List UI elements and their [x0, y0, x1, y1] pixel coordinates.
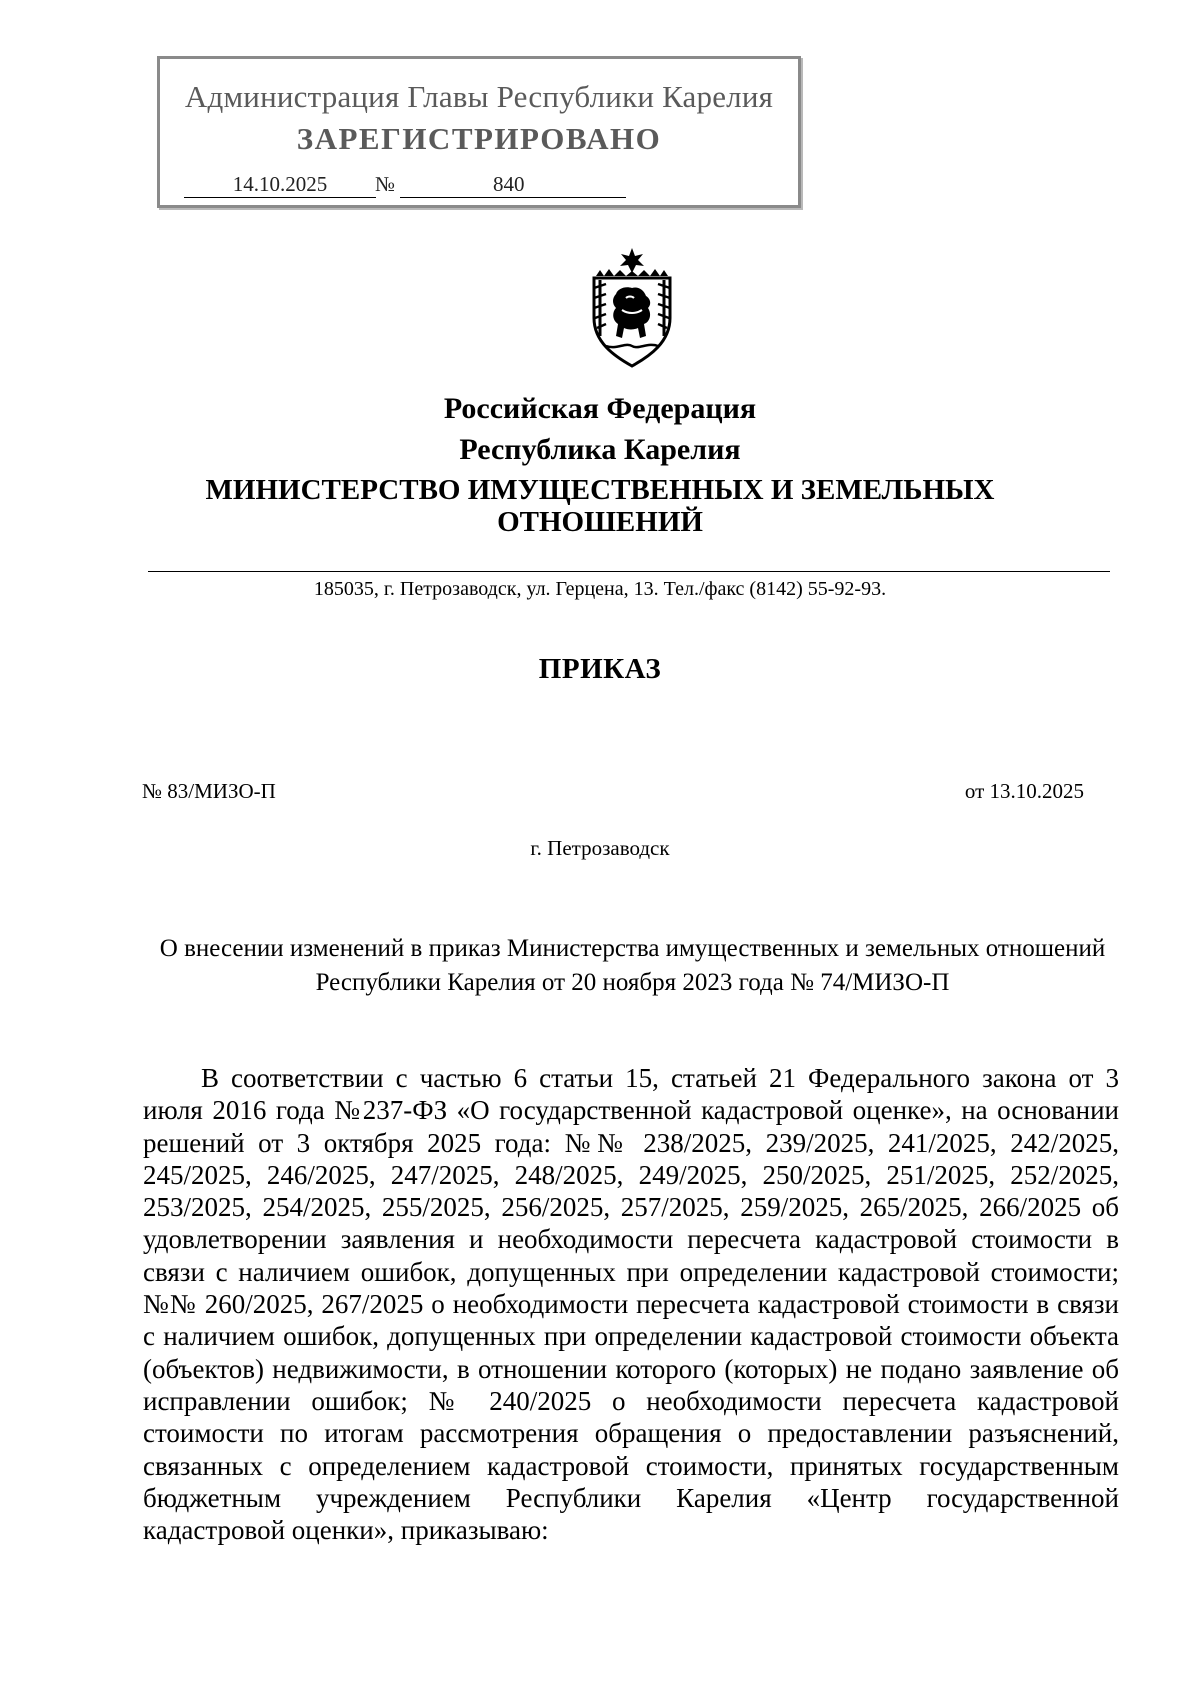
ministry-address: 185035, г. Петрозаводск, ул. Герцена, 13. Тел./факс (8142) 55-92-93. [313, 578, 887, 600]
stamp-authority: Администрация Главы Республики Карелия [184, 79, 774, 114]
document-type: ПРИКАЗ [538, 653, 662, 685]
header-divider [148, 571, 1110, 572]
document-number: № 83/МИЗО-П [142, 779, 276, 803]
header-ministry-line1: МИНИСТЕРСТВО ИМУЩЕСТВЕННЫХ И ЗЕМЕЛЬНЫХ [205, 474, 995, 506]
document-subject: О внесении изменений в приказ Министерства имущественных и земельных отношений Республики Карелия от 20 ноября 2023 года № 74/МИЗО-П [159, 935, 1106, 996]
header-republic: Республика Карелия [459, 433, 741, 466]
registration-stamp [157, 56, 801, 208]
document-date: от 13.10.2025 [964, 779, 1084, 803]
document-body: В соответствии с частью 6 статьи 15, статьей 21 Федерального закона от 3 июля 2016 года №237-ФЗ «О государственной кадастровой оценке», на основании решений от 3 октября 2025 года: №№ 238/2025, 239/2025, 241/2025, 242/2025, 245/2025, 246/2025, 247/2025, 248/2025, 249/2025, 250/2025, 251/2025, 252/2025, 253/2025, 254/2025, 255/2025, 256/2025, 257/2025, 259/2025, 265/2025, 266/2025 об удовлетворении заявления и необходимости пересчета кадастровой стоимости в связи с наличием ошибок, допущенных при определении кадастровой стоимости; №№ 260/2025, 267/2025 о необходимости пересчета кадастровой стоимости в связи с наличием ошибок, допущенных при определении кадастровой стоимости объекта (объектов) недвижимости, в отношении которого (которых) не подано заявление об исправлении ошибок; № 240/2025 о необходимости пересчета кадастровой стоимости по итогам рассмотрения обращения о предоставлении разъяснений, связанных с определением кадастровой стоимости, принятых государственным бюджетным учреждением Республики Карелия «Центр государственной кадастровой оценки», приказываю: [143, 1063, 1119, 1546]
stamp-status: ЗАРЕГИСТРИРОВАНО [296, 121, 662, 156]
stamp-number-sign: № [375, 172, 396, 196]
document-city: г. Петрозаводск [530, 836, 670, 860]
stamp-number: 840 [493, 172, 525, 196]
header-ministry-line2: ОТНОШЕНИЙ [497, 506, 703, 538]
stamp-date: 14.10.2025 [184, 171, 376, 198]
karelia-coat-of-arms-icon [582, 246, 682, 370]
stamp-number-field [400, 171, 626, 198]
header-country: Российская Федерация [443, 392, 757, 425]
